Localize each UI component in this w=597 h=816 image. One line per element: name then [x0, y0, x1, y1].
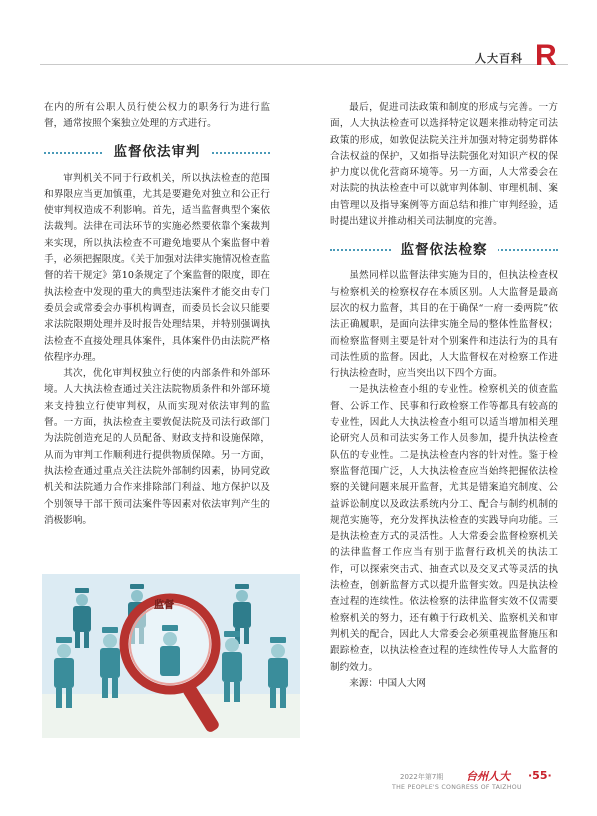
section-heading-trial [44, 141, 270, 165]
right-paragraph-top: 最后，促进司法政策和制度的形成与完善。一方面，人大执法检查可以选择特定议题来推动特定司法政策的形成，如敦促法院关注并加强对特定弱势群体合法权益的保护，又如指导法院强化对知识产权的保护力度以优化营商环境等。另一方面，人大常委会在对法院的执法检查中可以就审判体制、审理机制、案由管理以及指导案例等方面总结和推广审判经验，适时提出建议并推动相关司法制度的完善。 [330, 102, 558, 228]
illustration-label: 监督 [154, 600, 174, 611]
left-paragraph-2: 其次，优化审判权独立行使的内部条件和外部环境。人大执法检查通过关注法院物质条件和外部环境来支持独立行使审判权，从而实现对依法审判的监督。一方面，执法检查主要敦促法院及司法行政部门为法院创造充足的人员配备、财政支持和设施保障，从而为审判工作顺利进行提供物质保障。另一方面，执法检查通过重点关注法院外部制约因素，协同党政机关和法院通力合作来排除部门利益、地方保护以及个别领导干部干预司法案件等因素对依法审判产生的消极影响。 [44, 368, 270, 526]
page-header [0, 0, 597, 78]
svg-text:R: R [535, 39, 557, 68]
illustration-ground [42, 694, 300, 738]
left-intro-paragraph: 在内的所有公职人员行使公权力的职务行为进行监督，通常按照个案独立处理的方式进行。 [44, 102, 270, 130]
section-heading-procuratorate-title: 监督依法检察 [391, 242, 498, 258]
left-column [44, 100, 270, 529]
page-footer [380, 769, 560, 802]
section-heading-trial-title: 监督依法审判 [104, 144, 211, 160]
supervision-illustration [42, 574, 300, 738]
footer-english-title: THE PEOPLE'S CONGRESS OF TAIZHOU [392, 784, 522, 791]
right-column [330, 100, 558, 692]
section-logo-r-icon [533, 38, 559, 68]
source-line: 来源：中国人大网 [349, 677, 426, 689]
footer-magazine-name: 台州人大 [466, 770, 510, 783]
section-name: 人大百科 [475, 52, 523, 65]
right-paragraph-1: 虽然同样以监督法律实施为目的，但执法检查权与检察机关的检察权存在本质区别。人大监督是最高层次的权力监督，其目的在于确保“一府一委两院”依法正确履职，是面向法律实施全局的整体性监督权；而检察监督则主要是针对个别案件和违法行为的具有司法性质的监督。因此，人大监督权在对检察工作进行执法检查时，应当突出以下四个方面。 [330, 270, 558, 380]
section-heading-procuratorate [330, 238, 558, 262]
footer-issue: 2022年第7期 [400, 773, 444, 781]
left-paragraph-1: 审判机关不同于行政机关，所以执法检查的范围和界限应当更加慎重，尤其是要避免对独立和公正行使审判权造成不利影响。首先，适当监督典型个案依法裁判。法律在司法环节的实施必然要依靠个案裁判来实现，所以执法检查不可避免地要从个案监督中着手，必须把握限度。《关于加强对法律实施情况检查监督的若干规定》第10条规定了个案监督的限度，即在执法检查中发现的重大的典型违法案件才能交由专门委员会或常委会办事机构调查，而委员长会议只能要求法院限期处理并及时报告处理结果，并特别强调执法检查不直接处理具体案件，具体案件仍由法院严格依程序办理。 [44, 172, 270, 363]
right-paragraph-2: 一是执法检查小组的专业性。检察机关的侦查监督、公诉工作、民事和行政检察工作等都具有较高的专业性，因此人大执法检查小组可以适当增加相关理论研究人员和司法实务工作人员参加，提升执法检查队伍的专业性。二是执法检查内容的针对性。鉴于检察监督范围广泛，人大执法检查应当始终把握依法检察的关键问题来展开监督，尤其是错案追究制度、公益诉讼制度以及政法系统内分工、配合与制约机制的规范实施等，充分发挥执法检查的实践导向功能。三是执法检查方式的灵活性。人大常委会监督检察机关的法律监督工作应当有别于监督行政机关的执法工作，可以探索突击式、抽查式以及交叉式等灵活的执法检查，创新监督方式以提升监督实效。四是执法检查过程的连续性。依法检察的法律监督实效不仅需要检察机关的努力，还有赖于行政机关、监察机关和审判机关的配合，因此人大常委会必须重视监督施压和跟踪检查，以执法检查过程的连续性传导人大监督的制约效力。 [330, 384, 558, 673]
footer-page-number: ·55· [528, 769, 552, 782]
